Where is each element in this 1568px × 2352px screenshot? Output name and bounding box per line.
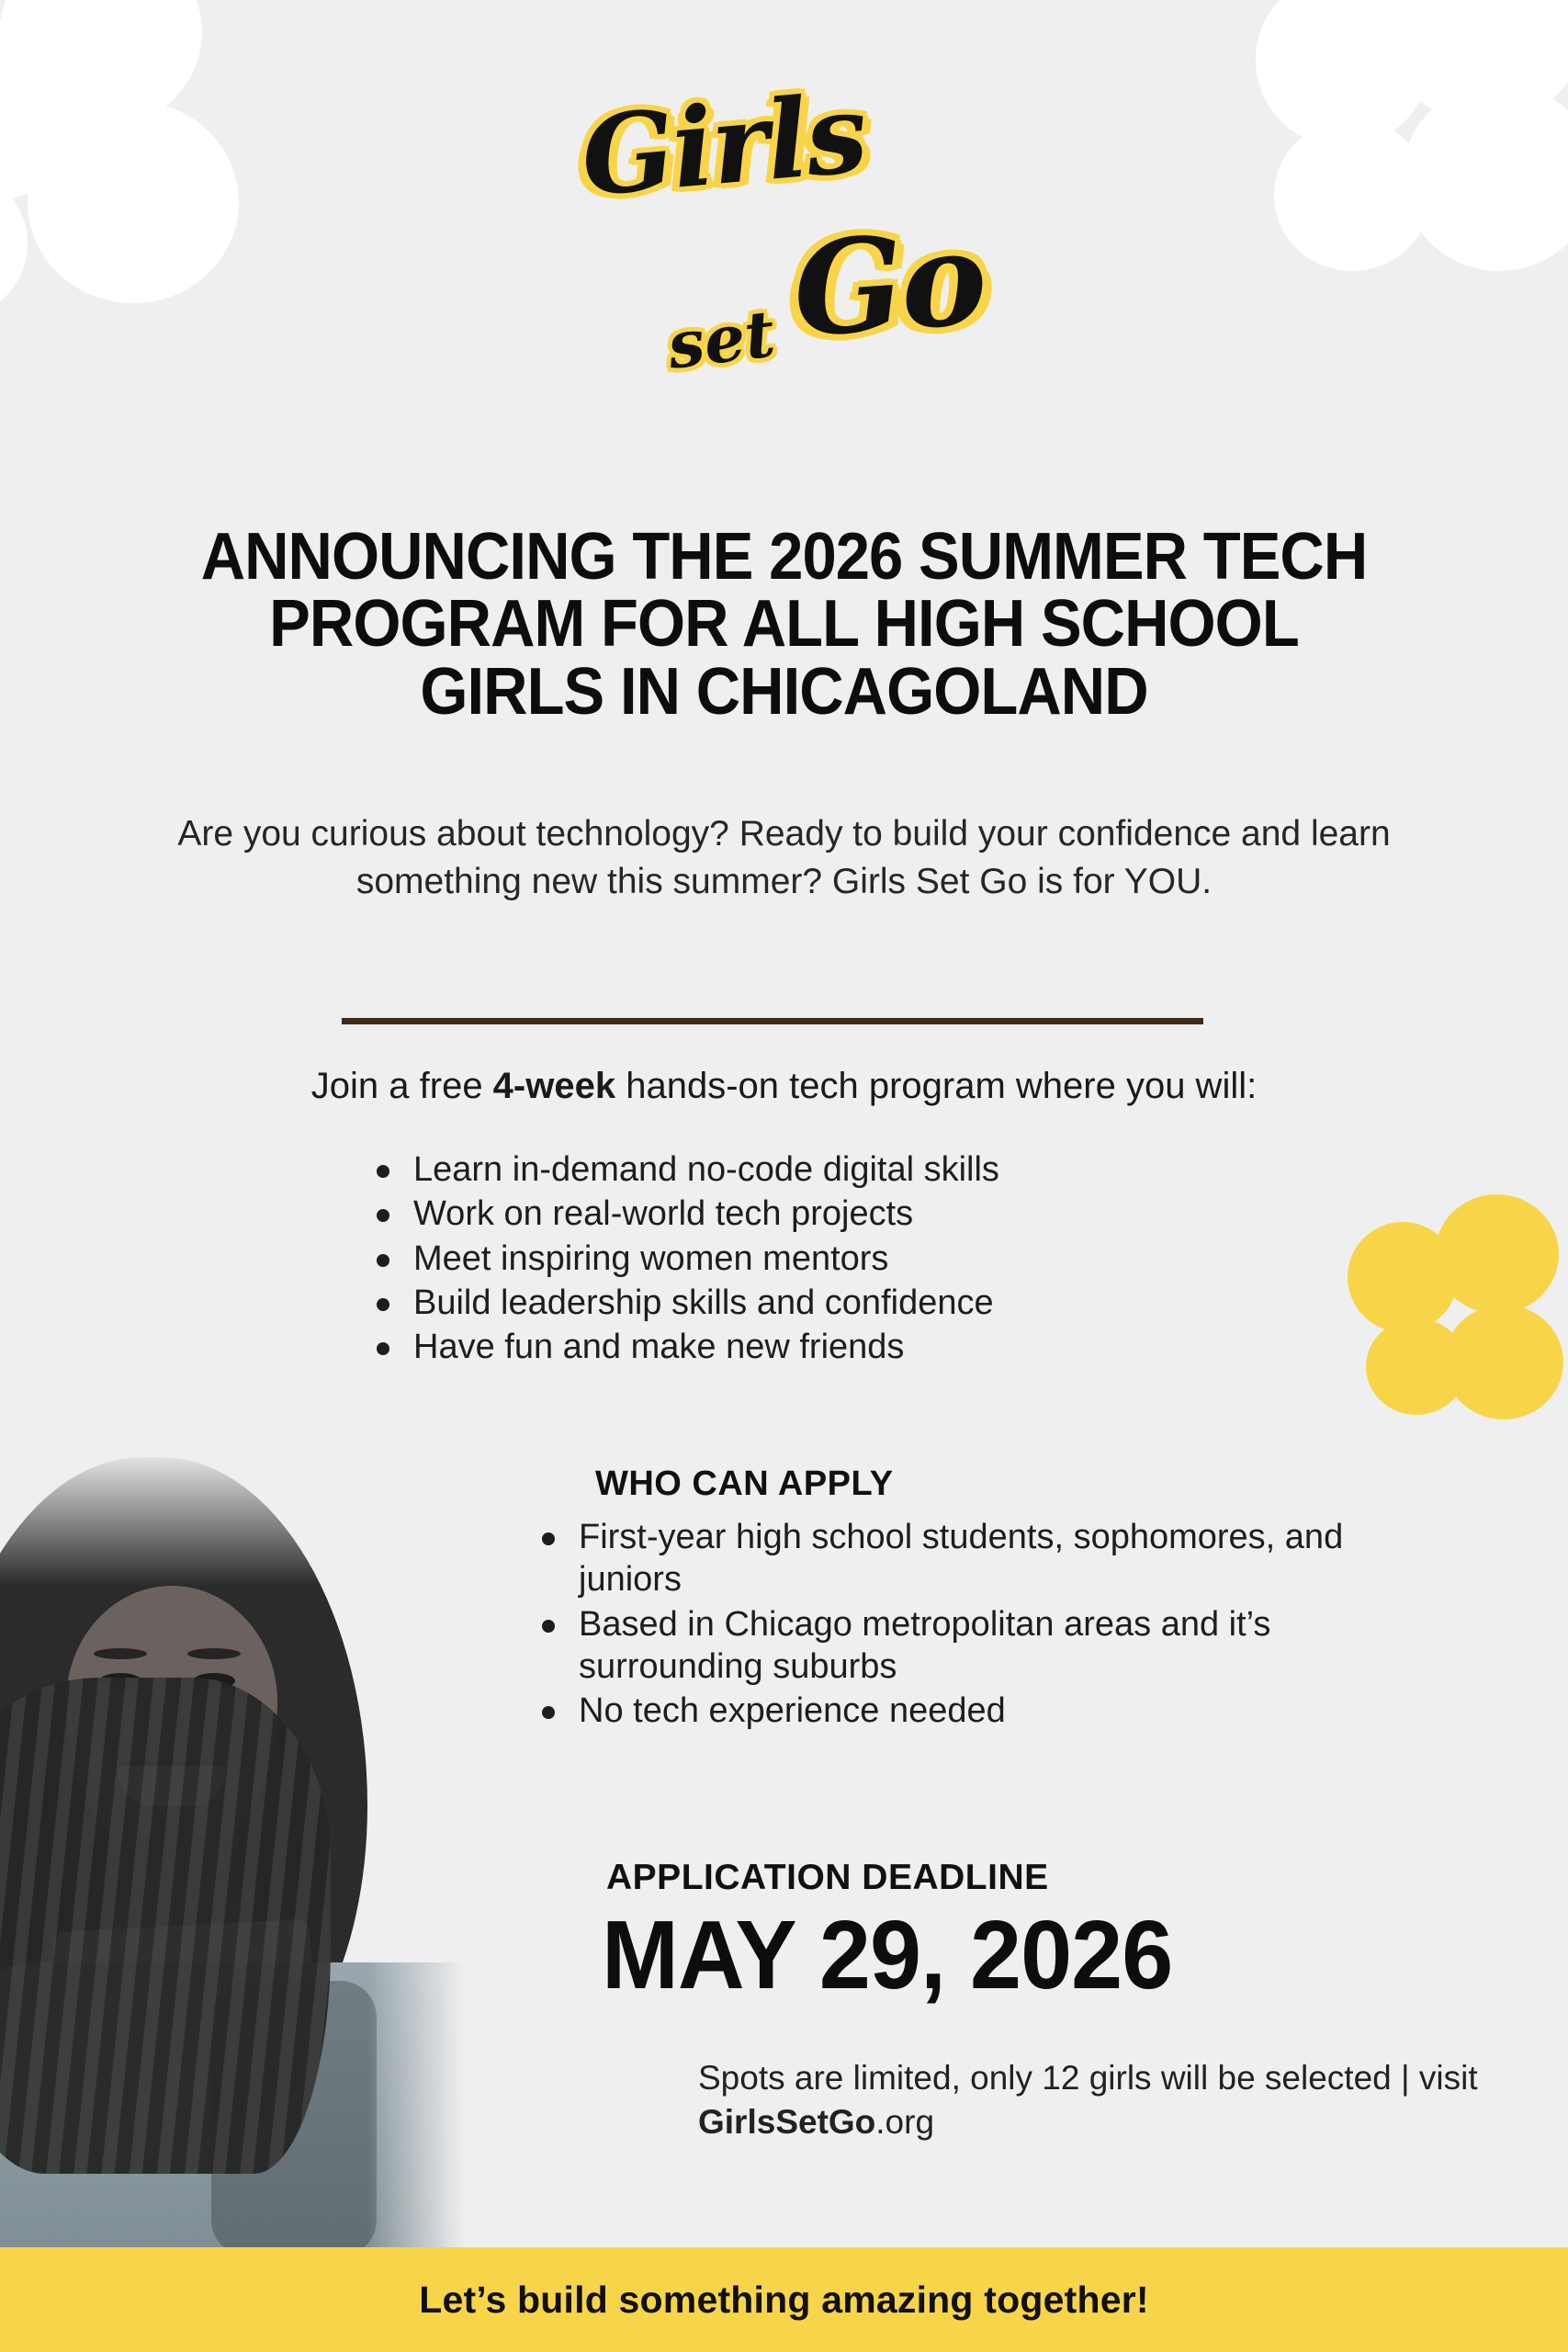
list-item: First-year high school students, sophomores, and juniors	[524, 1516, 1451, 1601]
logo-word-go: Go	[788, 202, 988, 368]
list-item: No tech experience needed	[524, 1690, 1451, 1732]
application-deadline-label: APPLICATION DEADLINE	[606, 1858, 1049, 1897]
brand-logo	[0, 68, 1568, 494]
list-item: Meet inspiring women mentors	[358, 1238, 1185, 1280]
page-title: ANNOUNCING THE 2026 SUMMER TECH PROGRAM FOR ALL HIGH SCHOOL GIRLS IN CHICAGOLAND	[200, 520, 1368, 729]
spots-text: Spots are limited, only 12 girls will be selected | visit	[698, 2059, 1478, 2097]
who-can-apply-list	[524, 1516, 1451, 1735]
benefits-list	[358, 1148, 1185, 1371]
list-item: Learn in-demand no-code digital skills	[358, 1148, 1185, 1191]
divider-rule	[342, 1018, 1203, 1024]
who-can-apply-heading: WHO CAN APPLY	[595, 1464, 894, 1503]
photo-braids	[0, 1678, 331, 2174]
website-name: GirlsSetGo	[698, 2103, 876, 2142]
flower-decoration-right	[1348, 1204, 1568, 1461]
photo-eyebrow-right	[187, 1648, 241, 1659]
logo-badge	[569, 68, 1000, 439]
list-item: Build leadership skills and confidence	[358, 1282, 1185, 1324]
subtitle-text: Are you curious about technology? Ready to build your confidence and learn something new this summer? Girls Set Go is for YOU.	[177, 814, 1391, 902]
bottom-banner-text: Let’s build something amazing together!	[419, 2278, 1149, 2321]
spots-and-website-note	[698, 2056, 1488, 2144]
program-intro-before: Join a free	[310, 1066, 493, 1106]
program-intro-line	[92, 1066, 1476, 1107]
photo-eyebrow-left	[94, 1648, 147, 1659]
website-tld: .org	[875, 2103, 935, 2142]
list-item: Based in Chicago metropolitan areas and it’s surrounding suburbs	[524, 1603, 1451, 1689]
application-deadline-date: MAY 29, 2026	[602, 1901, 1173, 2009]
list-item: Work on real-world tech projects	[358, 1193, 1185, 1235]
logo-word-girls: Girls	[576, 68, 871, 221]
program-intro-after: hands-on tech program where you will:	[615, 1066, 1258, 1106]
photo-fade-top	[0, 1448, 478, 1586]
logo-word-set: set	[662, 295, 779, 384]
list-item: Have fun and make new friends	[358, 1326, 1185, 1368]
student-photo	[0, 1448, 478, 2247]
program-duration: 4-week	[492, 1066, 616, 1106]
bottom-banner	[0, 2247, 1568, 2352]
